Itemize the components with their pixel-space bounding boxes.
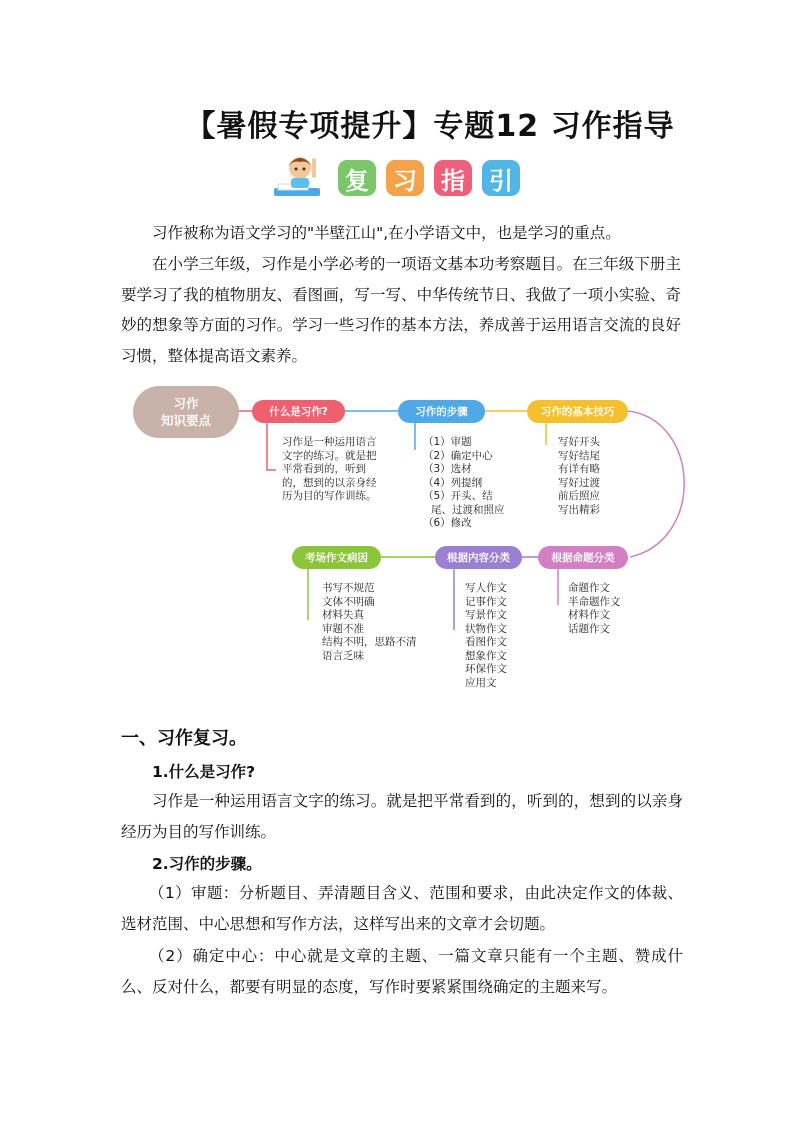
list-item: 看图作文 [465,636,507,648]
list-item: 写好结尾 [558,449,600,462]
banner-char-xi: 习 [386,160,424,196]
root-line-2: 知识要点 [160,413,211,428]
list-item: 历为目的写作训练。 [282,490,377,502]
page-title: 【暑假专项提升】专题12 习作指导 [185,109,675,144]
steps-items [423,436,505,531]
list-item: 平常看到的，听到 [282,463,366,475]
list-item: 写好过渡 [558,476,600,489]
node-exam: 考场作文病因 [292,546,381,569]
list-item: 写好开头 [558,436,600,448]
step-2-paragraph: （2）确定中心：中心就是文章的主题、一篇文章只能有一个主题、赞成什么、反对什么，都要有明显的态度，写作时要紧紧围绕确定的主题来写。 [121,947,683,996]
node-steps: 习作的步骤 [398,400,485,423]
section-heading: 一、习作复习。 [121,728,247,749]
list-item: 环保作文 [465,663,507,675]
root-line-1: 习作 [173,396,199,411]
node-what: 什么是习作? [252,400,345,423]
intro-paragraph-1: 习作被称为语文学习的"半壁江山",在小学语文中，也是学习的重点。 [152,224,621,242]
list-item: 材料失真 [322,609,364,621]
list-item: 语言乏味 [322,649,364,662]
banner-char-fu: 复 [338,160,376,196]
intro-paragraph-2: 在小学三年级，习作是小学必考的一项语文基本功考察题目。在三年级下册主要学习了我的植物朋友、看图画，写一写、中华传统节日、我做了一项小实验、奇妙的想象等方面的习作。学习一些习作的基本方法，养成善于运用语言交流的良好习惯，整体提高语文素养。 [121,255,681,365]
list-item: 写出精彩 [558,503,600,516]
list-item: 写景作文 [465,609,507,621]
list-item: （5）开头、结 [423,490,493,502]
list-item: 书写不规范 [322,582,375,594]
topic-items [568,582,621,636]
answer-what-is-writing: 习作是一种运用语言文字的练习。就是把平常看到的，听到的，想到的以亲身经历为目的写作训练。 [121,792,683,841]
list-item: 应用文 [465,676,497,689]
list-item: 话题作文 [568,622,610,635]
skills-items [558,436,600,517]
question-writing-steps: 2.习作的步骤。 [152,855,262,873]
list-item: 结构不明，思路不清 [322,636,417,648]
list-item: 命题作文 [568,582,610,594]
question-what-is-writing: 1.什么是习作? [152,763,256,781]
banner-char-yin: 引 [482,160,520,196]
list-item: 的，想到的以亲身经 [282,476,377,489]
list-item: 习作是一种运用语言 [282,436,377,448]
node-skills: 习作的基本技巧 [527,400,628,423]
step-1-paragraph: （1）审题：分析题目、弄清题目含义、范围和要求，由此决定作文的体裁、选材范围、中心思想和写作方法，这样写出来的文章才会切题。 [121,884,683,933]
list-item: 半命题作文 [568,595,621,608]
list-item: 文体不明确 [322,595,375,608]
what-items [282,436,377,504]
list-item: 材料作文 [568,609,610,621]
list-item: 文字的练习。就是把 [282,449,377,462]
list-item: 有详有略 [558,463,600,475]
mindmap-root [133,386,239,438]
list-item: 尾、过渡和照应 [431,503,505,516]
list-item: 记事作文 [465,595,507,608]
list-item: 写人作文 [465,582,507,594]
list-item: （4）列提纲 [423,476,483,489]
node-topic: 根据命题分类 [538,546,628,569]
list-item: 状物作文 [465,622,507,635]
node-content: 根据内容分类 [435,546,522,569]
list-item: 想象作文 [465,649,507,662]
list-item: （3）选材 [423,463,472,475]
banner-char-zhi: 指 [434,160,472,196]
list-item: 审题不准 [322,622,364,635]
content-items [465,582,507,690]
list-item: （2）确定中心 [423,449,493,462]
exam-items [322,582,417,663]
list-item: （1）审题 [423,436,472,448]
list-item: 前后照应 [558,490,600,502]
list-item: （6）修改 [423,517,472,529]
